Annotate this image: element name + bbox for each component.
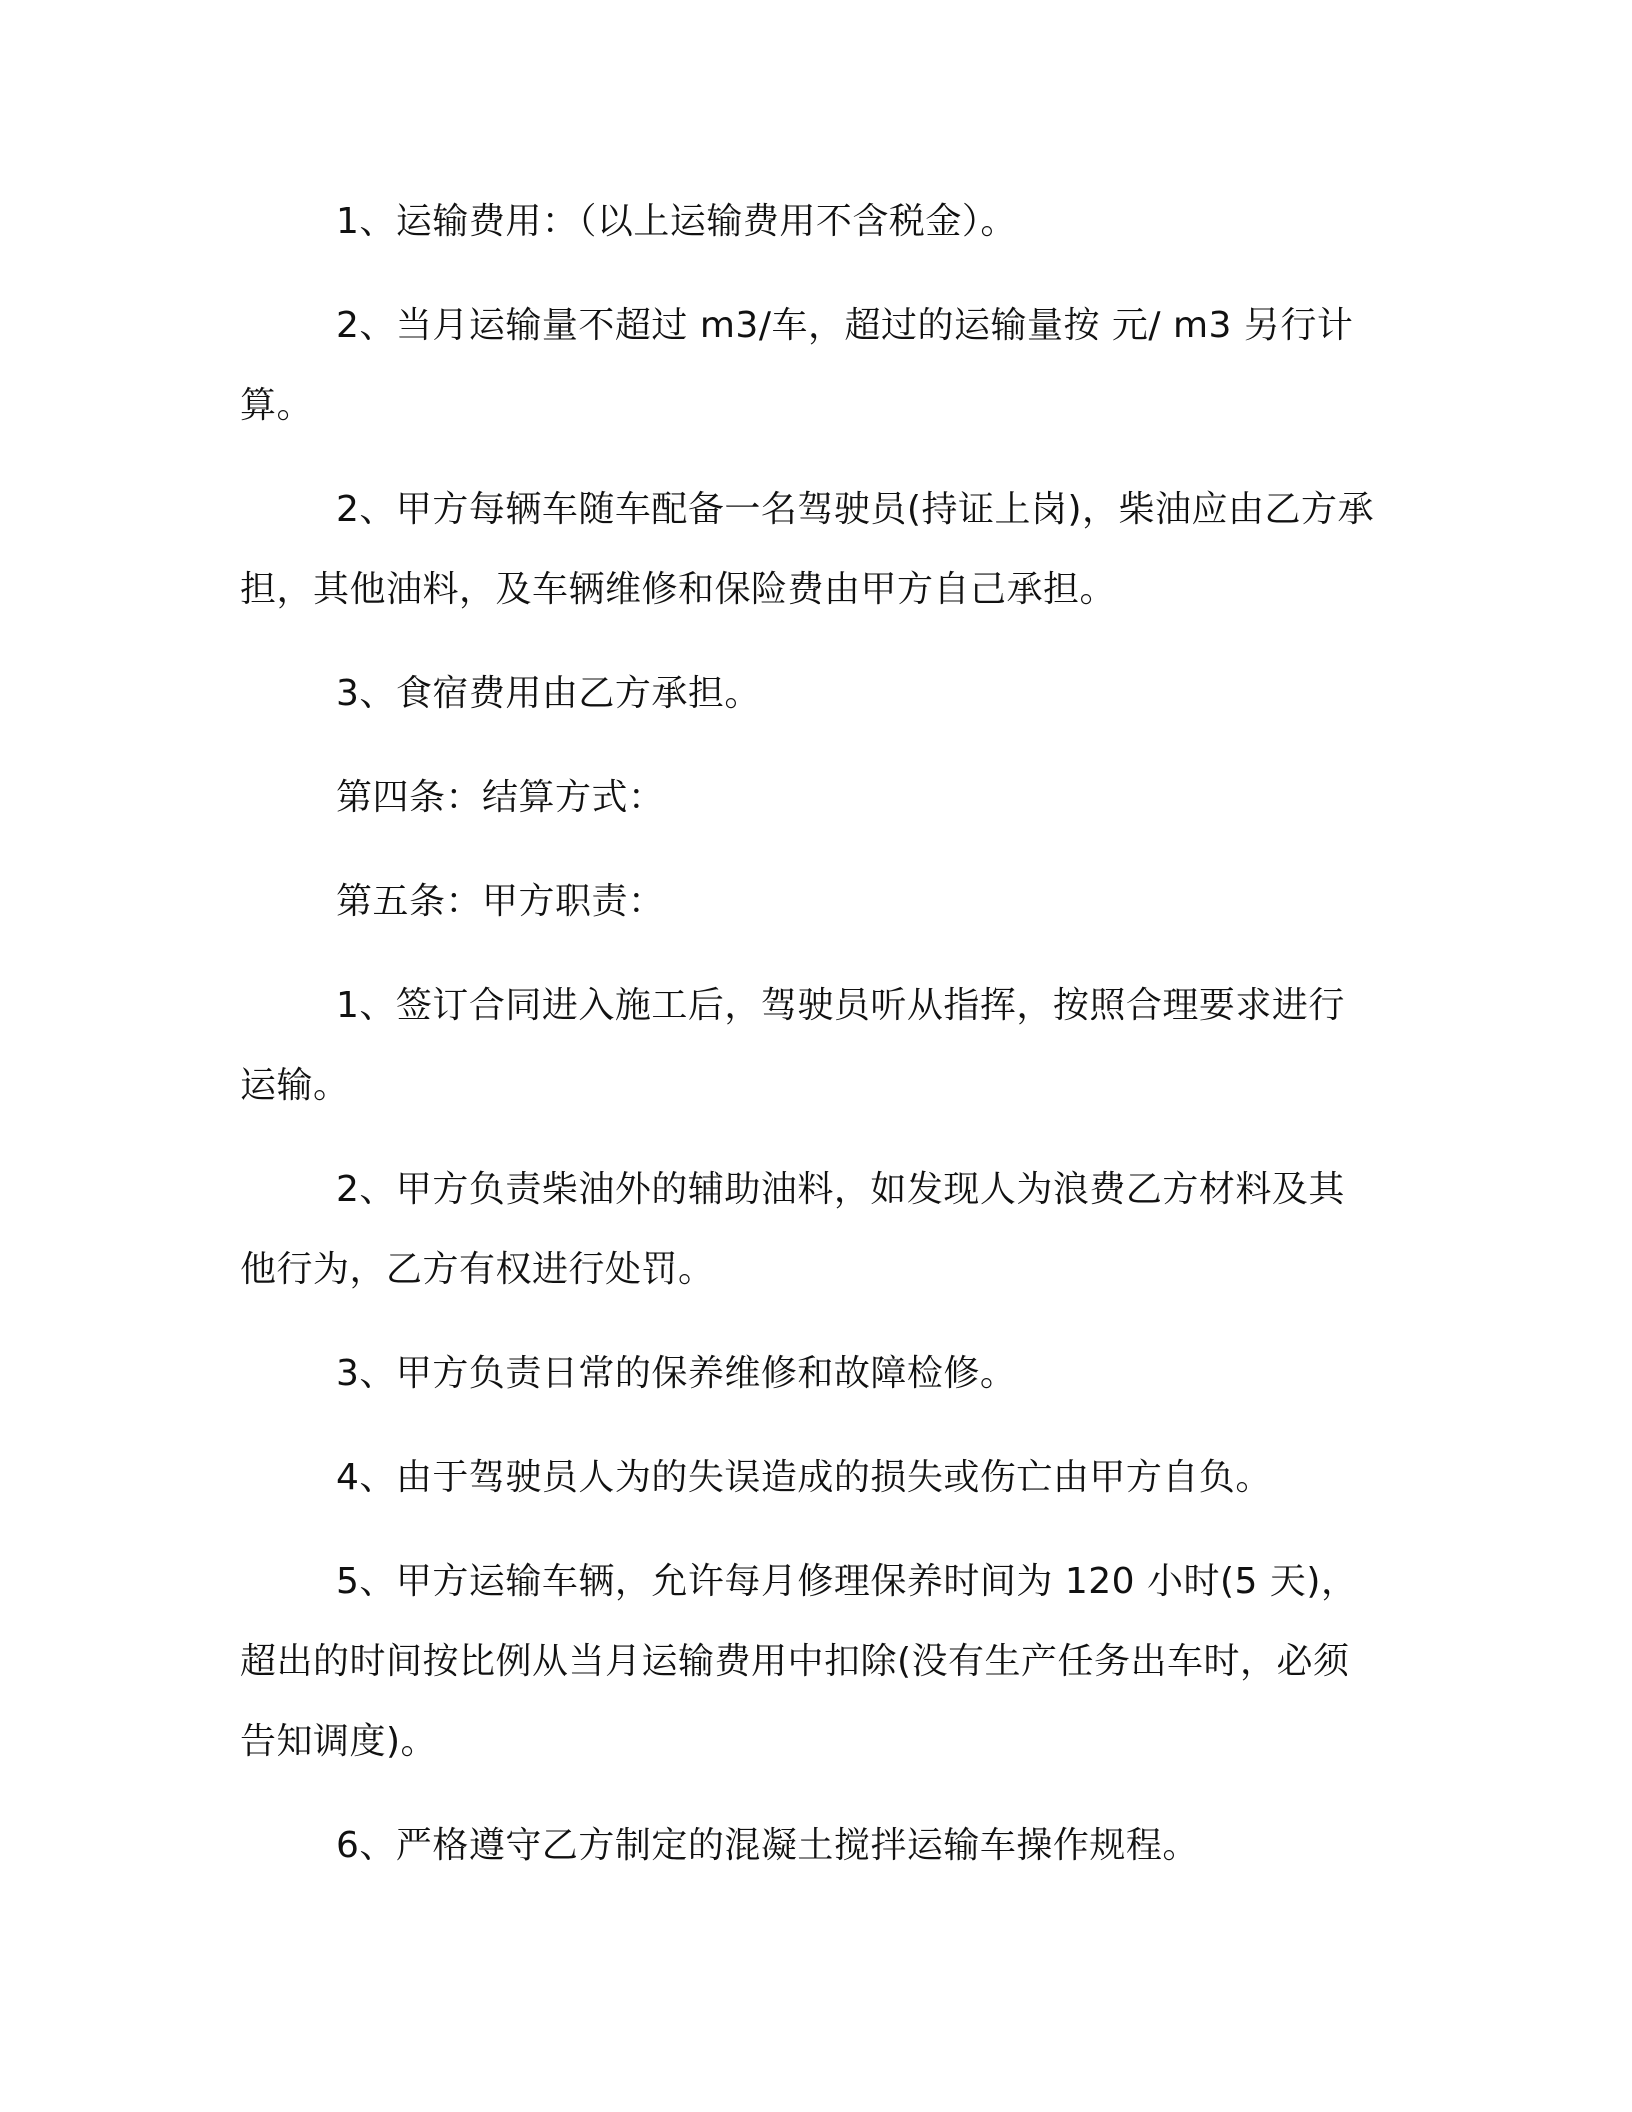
paragraph-transport-cost: 1、运输费用：（以上运输费用不含税金）。 [336,201,1017,242]
article-four-heading: 第四条：结算方式： [336,777,665,818]
article-five-heading: 第五条：甲方职责： [336,881,665,922]
document-body [240,182,1380,1886]
paragraph-driver-fuel: 2、甲方每辆车随车配备一名驾驶员(持证上岗)，柴油应由乙方承担，其他油料，及车辆维修和保险费由甲方自己承担。 [240,489,1374,610]
paragraph-auxiliary-oil: 2、甲方负责柴油外的辅助油料，如发现人为浪费乙方材料及其他行为，乙方有权进行处罚。 [240,1169,1345,1290]
paragraph-meals-lodging: 3、食宿费用由乙方承担。 [336,673,761,714]
paragraph-operating-rules: 6、严格遵守乙方制定的混凝土搅拌运输车操作规程。 [336,1825,1199,1866]
paragraph-driver-liability: 4、由于驾驶员人为的失误造成的损失或伤亡由甲方自负。 [336,1457,1272,1498]
paragraph-repair-time: 5、甲方运输车辆，允许每月修理保养时间为 120 小时(5 天)，超出的时间按比例从当月运输费用中扣除(没有生产任务出车时，必须告知调度)。 [240,1561,1358,1762]
paragraph-maintenance: 3、甲方负责日常的保养维修和故障检修。 [336,1353,1017,1394]
paragraph-follow-instructions: 1、签订合同进入施工后，驾驶员听从指挥，按照合理要求进行运输。 [240,985,1345,1106]
paragraph-monthly-volume: 2、当月运输量不超过 m3/车，超过的运输量按 元/ m3 另行计算。 [240,305,1354,426]
